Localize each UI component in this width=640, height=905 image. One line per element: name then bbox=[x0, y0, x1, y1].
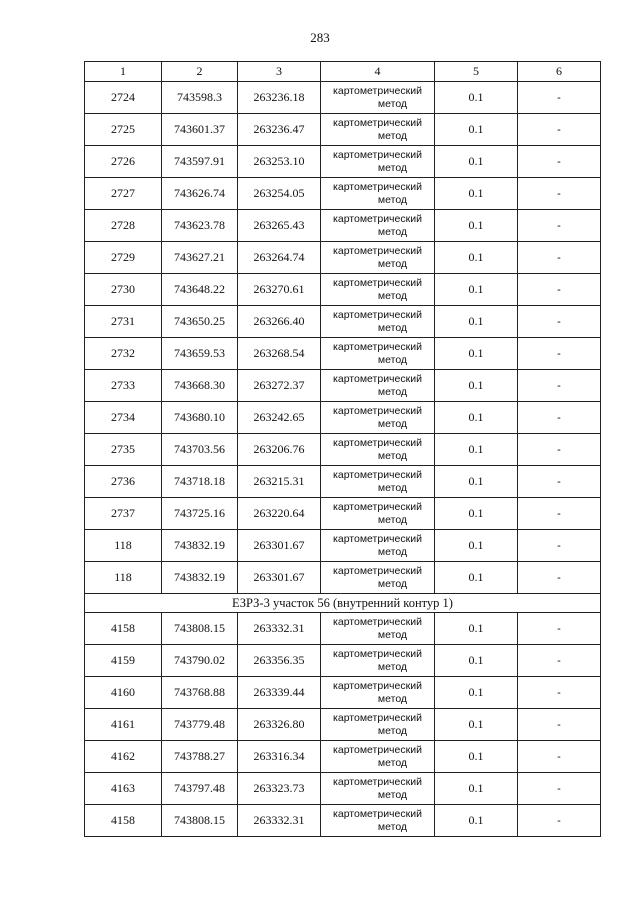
method-line-1: картометрический bbox=[333, 308, 422, 321]
x-coordinate-cell: 743832.19 bbox=[162, 562, 238, 594]
table-row bbox=[85, 178, 601, 210]
method-cell bbox=[321, 741, 435, 773]
note-cell: - bbox=[518, 82, 601, 114]
accuracy-cell: 0.1 bbox=[435, 466, 518, 498]
note-cell: - bbox=[518, 338, 601, 370]
table-row bbox=[85, 466, 601, 498]
table-row bbox=[85, 210, 601, 242]
section-header-row bbox=[85, 594, 601, 613]
method-line-2: метод bbox=[377, 385, 408, 398]
coordinates-table bbox=[84, 61, 601, 837]
table-row bbox=[85, 562, 601, 594]
method-line-1: картометрический bbox=[333, 340, 422, 353]
method-line-2: метод bbox=[377, 353, 408, 366]
point-id-cell: 2728 bbox=[85, 210, 162, 242]
method-line-1: картометрический bbox=[333, 807, 422, 820]
method-line-1: картометрический bbox=[333, 148, 422, 161]
method-line-1: картометрический bbox=[333, 532, 422, 545]
method-line-2: метод bbox=[377, 660, 408, 673]
x-coordinate-cell: 743627.21 bbox=[162, 242, 238, 274]
note-cell: - bbox=[518, 805, 601, 837]
method-cell bbox=[321, 498, 435, 530]
x-coordinate-cell: 743832.19 bbox=[162, 530, 238, 562]
x-coordinate-cell: 743808.15 bbox=[162, 613, 238, 645]
point-id-cell: 2733 bbox=[85, 370, 162, 402]
point-id-cell: 118 bbox=[85, 530, 162, 562]
method-line-1: картометрический bbox=[333, 775, 422, 788]
table-row bbox=[85, 773, 601, 805]
accuracy-cell: 0.1 bbox=[435, 402, 518, 434]
y-coordinate-cell: 263220.64 bbox=[238, 498, 321, 530]
table-row bbox=[85, 402, 601, 434]
point-id-cell: 2735 bbox=[85, 434, 162, 466]
method-cell bbox=[321, 402, 435, 434]
table-row bbox=[85, 114, 601, 146]
method-cell bbox=[321, 434, 435, 466]
table-row bbox=[85, 242, 601, 274]
method-line-2: метод bbox=[377, 225, 408, 238]
table-row bbox=[85, 370, 601, 402]
y-coordinate-cell: 263356.35 bbox=[238, 645, 321, 677]
accuracy-cell: 0.1 bbox=[435, 773, 518, 805]
y-coordinate-cell: 263332.31 bbox=[238, 613, 321, 645]
x-coordinate-cell: 743718.18 bbox=[162, 466, 238, 498]
method-line-2: метод bbox=[377, 481, 408, 494]
table-row bbox=[85, 677, 601, 709]
method-line-2: метод bbox=[377, 257, 408, 270]
header-cell-1: 1 bbox=[85, 62, 162, 82]
method-line-2: метод bbox=[377, 545, 408, 558]
point-id-cell: 2732 bbox=[85, 338, 162, 370]
method-cell bbox=[321, 210, 435, 242]
note-cell: - bbox=[518, 114, 601, 146]
accuracy-cell: 0.1 bbox=[435, 146, 518, 178]
method-line-2: метод bbox=[377, 97, 408, 110]
method-line-1: картометрический bbox=[333, 276, 422, 289]
method-cell bbox=[321, 274, 435, 306]
point-id-cell: 4161 bbox=[85, 709, 162, 741]
method-cell bbox=[321, 709, 435, 741]
x-coordinate-cell: 743668.30 bbox=[162, 370, 238, 402]
y-coordinate-cell: 263254.05 bbox=[238, 178, 321, 210]
y-coordinate-cell: 263268.54 bbox=[238, 338, 321, 370]
accuracy-cell: 0.1 bbox=[435, 114, 518, 146]
x-coordinate-cell: 743601.37 bbox=[162, 114, 238, 146]
method-line-2: метод bbox=[377, 193, 408, 206]
point-id-cell: 2734 bbox=[85, 402, 162, 434]
accuracy-cell: 0.1 bbox=[435, 645, 518, 677]
y-coordinate-cell: 263301.67 bbox=[238, 530, 321, 562]
accuracy-cell: 0.1 bbox=[435, 242, 518, 274]
point-id-cell: 2730 bbox=[85, 274, 162, 306]
method-cell bbox=[321, 242, 435, 274]
accuracy-cell: 0.1 bbox=[435, 709, 518, 741]
note-cell: - bbox=[518, 210, 601, 242]
accuracy-cell: 0.1 bbox=[435, 613, 518, 645]
coordinates-table-body bbox=[85, 62, 601, 837]
y-coordinate-cell: 263236.18 bbox=[238, 82, 321, 114]
method-cell bbox=[321, 466, 435, 498]
point-id-cell: 2725 bbox=[85, 114, 162, 146]
x-coordinate-cell: 743797.48 bbox=[162, 773, 238, 805]
accuracy-cell: 0.1 bbox=[435, 562, 518, 594]
y-coordinate-cell: 263253.10 bbox=[238, 146, 321, 178]
note-cell: - bbox=[518, 242, 601, 274]
header-cell-3: 3 bbox=[238, 62, 321, 82]
note-cell: - bbox=[518, 645, 601, 677]
accuracy-cell: 0.1 bbox=[435, 370, 518, 402]
method-cell bbox=[321, 773, 435, 805]
method-cell bbox=[321, 677, 435, 709]
point-id-cell: 2731 bbox=[85, 306, 162, 338]
note-cell: - bbox=[518, 677, 601, 709]
point-id-cell: 118 bbox=[85, 562, 162, 594]
method-cell bbox=[321, 562, 435, 594]
table-row bbox=[85, 741, 601, 773]
method-line-2: метод bbox=[377, 577, 408, 590]
note-cell: - bbox=[518, 466, 601, 498]
method-cell bbox=[321, 178, 435, 210]
table-row bbox=[85, 82, 601, 114]
method-line-2: метод bbox=[377, 756, 408, 769]
accuracy-cell: 0.1 bbox=[435, 530, 518, 562]
point-id-cell: 4162 bbox=[85, 741, 162, 773]
y-coordinate-cell: 263272.37 bbox=[238, 370, 321, 402]
method-line-2: метод bbox=[377, 289, 408, 302]
y-coordinate-cell: 263265.43 bbox=[238, 210, 321, 242]
note-cell: - bbox=[518, 773, 601, 805]
header-cell-4: 4 bbox=[321, 62, 435, 82]
note-cell: - bbox=[518, 370, 601, 402]
x-coordinate-cell: 743650.25 bbox=[162, 306, 238, 338]
accuracy-cell: 0.1 bbox=[435, 498, 518, 530]
point-id-cell: 4158 bbox=[85, 805, 162, 837]
x-coordinate-cell: 743808.15 bbox=[162, 805, 238, 837]
method-line-1: картометрический bbox=[333, 180, 422, 193]
section-title: ЕЗРЗ-3 участок 56 (внутренний контур 1) bbox=[85, 594, 601, 613]
header-cell-2: 2 bbox=[162, 62, 238, 82]
method-line-2: метод bbox=[377, 820, 408, 833]
note-cell: - bbox=[518, 530, 601, 562]
note-cell: - bbox=[518, 434, 601, 466]
point-id-cell: 2737 bbox=[85, 498, 162, 530]
method-line-2: метод bbox=[377, 628, 408, 641]
accuracy-cell: 0.1 bbox=[435, 274, 518, 306]
method-line-1: картометрический bbox=[333, 468, 422, 481]
method-line-1: картометрический bbox=[333, 647, 422, 660]
method-line-1: картометрический bbox=[333, 372, 422, 385]
x-coordinate-cell: 743725.16 bbox=[162, 498, 238, 530]
x-coordinate-cell: 743779.48 bbox=[162, 709, 238, 741]
method-cell bbox=[321, 530, 435, 562]
method-line-1: картометрический bbox=[333, 244, 422, 257]
note-cell: - bbox=[518, 562, 601, 594]
point-id-cell: 4159 bbox=[85, 645, 162, 677]
method-cell bbox=[321, 306, 435, 338]
accuracy-cell: 0.1 bbox=[435, 306, 518, 338]
table-row bbox=[85, 645, 601, 677]
x-coordinate-cell: 743597.91 bbox=[162, 146, 238, 178]
method-line-2: метод bbox=[377, 513, 408, 526]
method-line-1: картометрический bbox=[333, 116, 422, 129]
accuracy-cell: 0.1 bbox=[435, 741, 518, 773]
method-line-1: картометрический bbox=[333, 564, 422, 577]
y-coordinate-cell: 263332.31 bbox=[238, 805, 321, 837]
x-coordinate-cell: 743680.10 bbox=[162, 402, 238, 434]
method-cell bbox=[321, 82, 435, 114]
method-line-2: метод bbox=[377, 449, 408, 462]
point-id-cell: 2727 bbox=[85, 178, 162, 210]
method-line-1: картометрический bbox=[333, 679, 422, 692]
method-line-2: метод bbox=[377, 724, 408, 737]
method-line-1: картометрический bbox=[333, 500, 422, 513]
note-cell: - bbox=[518, 741, 601, 773]
x-coordinate-cell: 743626.74 bbox=[162, 178, 238, 210]
point-id-cell: 4163 bbox=[85, 773, 162, 805]
y-coordinate-cell: 263215.31 bbox=[238, 466, 321, 498]
accuracy-cell: 0.1 bbox=[435, 82, 518, 114]
header-cell-6: 6 bbox=[518, 62, 601, 82]
method-cell bbox=[321, 338, 435, 370]
point-id-cell: 2729 bbox=[85, 242, 162, 274]
method-cell bbox=[321, 645, 435, 677]
x-coordinate-cell: 743790.02 bbox=[162, 645, 238, 677]
y-coordinate-cell: 263236.47 bbox=[238, 114, 321, 146]
note-cell: - bbox=[518, 498, 601, 530]
method-line-2: метод bbox=[377, 692, 408, 705]
method-cell bbox=[321, 613, 435, 645]
note-cell: - bbox=[518, 613, 601, 645]
table-row bbox=[85, 805, 601, 837]
accuracy-cell: 0.1 bbox=[435, 338, 518, 370]
method-line-1: картометрический bbox=[333, 212, 422, 225]
note-cell: - bbox=[518, 274, 601, 306]
accuracy-cell: 0.1 bbox=[435, 677, 518, 709]
y-coordinate-cell: 263270.61 bbox=[238, 274, 321, 306]
x-coordinate-cell: 743598.3 bbox=[162, 82, 238, 114]
point-id-cell: 2724 bbox=[85, 82, 162, 114]
method-line-1: картометрический bbox=[333, 436, 422, 449]
method-cell bbox=[321, 146, 435, 178]
method-cell bbox=[321, 805, 435, 837]
x-coordinate-cell: 743703.56 bbox=[162, 434, 238, 466]
table-row bbox=[85, 306, 601, 338]
x-coordinate-cell: 743648.22 bbox=[162, 274, 238, 306]
x-coordinate-cell: 743623.78 bbox=[162, 210, 238, 242]
method-line-2: метод bbox=[377, 788, 408, 801]
table-row bbox=[85, 434, 601, 466]
y-coordinate-cell: 263316.34 bbox=[238, 741, 321, 773]
accuracy-cell: 0.1 bbox=[435, 178, 518, 210]
note-cell: - bbox=[518, 709, 601, 741]
method-line-2: метод bbox=[377, 417, 408, 430]
method-cell bbox=[321, 370, 435, 402]
accuracy-cell: 0.1 bbox=[435, 210, 518, 242]
table-row bbox=[85, 274, 601, 306]
x-coordinate-cell: 743768.88 bbox=[162, 677, 238, 709]
note-cell: - bbox=[518, 306, 601, 338]
y-coordinate-cell: 263326.80 bbox=[238, 709, 321, 741]
y-coordinate-cell: 263206.76 bbox=[238, 434, 321, 466]
accuracy-cell: 0.1 bbox=[435, 805, 518, 837]
note-cell: - bbox=[518, 402, 601, 434]
method-line-2: метод bbox=[377, 129, 408, 142]
y-coordinate-cell: 263323.73 bbox=[238, 773, 321, 805]
y-coordinate-cell: 263339.44 bbox=[238, 677, 321, 709]
header-cell-5: 5 bbox=[435, 62, 518, 82]
method-line-1: картометрический bbox=[333, 84, 422, 97]
table-row bbox=[85, 613, 601, 645]
page-number: 283 bbox=[310, 30, 330, 45]
method-cell bbox=[321, 114, 435, 146]
point-id-cell: 4158 bbox=[85, 613, 162, 645]
x-coordinate-cell: 743659.53 bbox=[162, 338, 238, 370]
method-line-2: метод bbox=[377, 161, 408, 174]
table-row bbox=[85, 498, 601, 530]
method-line-1: картометрический bbox=[333, 615, 422, 628]
y-coordinate-cell: 263266.40 bbox=[238, 306, 321, 338]
point-id-cell: 2736 bbox=[85, 466, 162, 498]
table-row bbox=[85, 146, 601, 178]
table-row bbox=[85, 338, 601, 370]
y-coordinate-cell: 263242.65 bbox=[238, 402, 321, 434]
y-coordinate-cell: 263264.74 bbox=[238, 242, 321, 274]
note-cell: - bbox=[518, 178, 601, 210]
note-cell: - bbox=[518, 146, 601, 178]
x-coordinate-cell: 743788.27 bbox=[162, 741, 238, 773]
accuracy-cell: 0.1 bbox=[435, 434, 518, 466]
method-line-1: картометрический bbox=[333, 711, 422, 724]
point-id-cell: 2726 bbox=[85, 146, 162, 178]
point-id-cell: 4160 bbox=[85, 677, 162, 709]
header-row bbox=[85, 62, 601, 82]
y-coordinate-cell: 263301.67 bbox=[238, 562, 321, 594]
method-line-1: картометрический bbox=[333, 743, 422, 756]
method-line-1: картометрический bbox=[333, 404, 422, 417]
table-row bbox=[85, 530, 601, 562]
method-line-2: метод bbox=[377, 321, 408, 334]
table-row bbox=[85, 709, 601, 741]
